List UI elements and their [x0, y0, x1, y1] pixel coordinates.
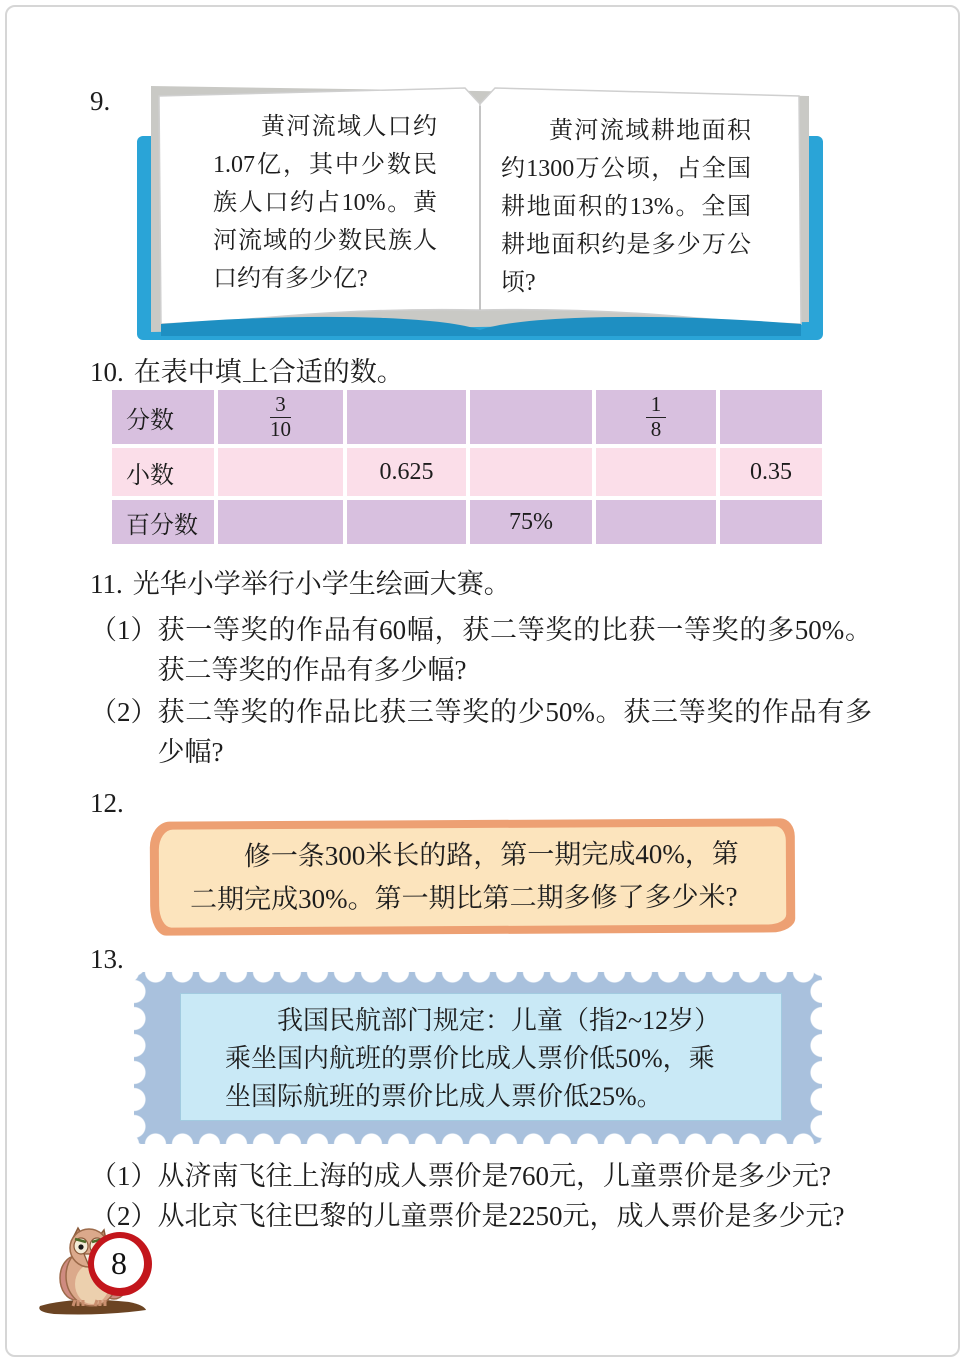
question-text: 从济南飞往上海的成人票价是760元，儿童票价是多少元? — [157, 1161, 831, 1191]
table-cell-empty — [218, 448, 343, 496]
problem11-question1 — [90, 610, 872, 690]
table-cell-empty — [218, 500, 343, 544]
table-cell-empty — [347, 390, 466, 444]
problem10-number: 10. — [90, 357, 124, 387]
problem13-question1 — [90, 1156, 890, 1196]
book-right-page-text: 黄河流域耕地面积约1300万公顷，占全国耕地面积的13%。全国耕地面积约是多少万公顷? — [501, 118, 751, 296]
problem10-heading — [90, 350, 404, 389]
open-book-illustration — [135, 84, 825, 346]
problem13-question2 — [90, 1196, 890, 1236]
table-row-header-percent: 百分数 — [112, 500, 214, 544]
question-marker: （1） — [90, 615, 158, 645]
table-cell-percent-1: 75% — [470, 500, 592, 544]
problem11-number: 11. — [90, 569, 123, 599]
question-text: 获一等奖的作品有60幅，获二等奖的比获一等奖的多50%。获二等奖的作品有多少幅? — [157, 615, 872, 685]
problem13-banner-text: 我国民航部门规定：儿童（指2~12岁）乘坐国内航班的票价比成人票价低50%，乘坐国际航班的票价比成人票价低25%。 — [225, 1006, 721, 1111]
problem9-number: 9. — [90, 86, 111, 116]
question-marker: （1） — [90, 1161, 158, 1191]
table-cell-empty — [596, 500, 716, 544]
question-text: 获二等奖的作品比获三等奖的少50%。获三等奖的作品有多少幅? — [157, 697, 872, 767]
table-cell-empty — [347, 500, 466, 544]
table-cell-fraction-2 — [596, 390, 716, 444]
page-number-badge — [88, 1232, 152, 1296]
question-marker: （2） — [90, 1201, 158, 1231]
problem13-banner-fill — [180, 993, 782, 1121]
problem12-banner — [150, 818, 796, 935]
problem12-banner-text: 修一条300米长的路，第一期完成40%，第二期完成30%。第一期比第二期多修了多少米? — [190, 838, 739, 915]
table-cell-empty — [470, 390, 592, 444]
table-cell-empty — [720, 390, 822, 444]
fraction-3-10: $\frac{3}{10}$ — [270, 391, 291, 441]
problem13-stamp-banner — [134, 972, 822, 1144]
fraction-1-8: $\frac{1}{8}$ — [646, 393, 667, 441]
table-cell-empty — [470, 448, 592, 496]
table-cell-decimal-2: 0.35 — [720, 448, 822, 496]
table-row-header-decimal: 小数 — [112, 448, 214, 496]
table-cell-fraction-1 — [218, 390, 343, 444]
problem12-number: 12. — [90, 788, 124, 818]
conversion-table — [112, 390, 822, 544]
book-left-page-text: 黄河流域人口约1.07亿，其中少数民族人口约占10%。黄河流域的少数民族人口约有多少亿? — [213, 114, 437, 292]
problem13-number: 13. — [90, 944, 124, 974]
table-cell-empty — [720, 500, 822, 544]
problem11-question2 — [90, 692, 872, 772]
table-cell-empty — [596, 448, 716, 496]
table-cell-decimal-1: 0.625 — [347, 448, 466, 496]
page-number: 8 — [111, 1244, 127, 1281]
problem10-title: 在表中填上合适的数。 — [133, 357, 404, 387]
problem11-heading — [90, 562, 511, 601]
question-marker: （2） — [90, 697, 158, 727]
table-row-header-fraction: 分数 — [112, 390, 214, 444]
question-text: 从北京飞往巴黎的儿童票价是2250元，成人票价是多少元? — [157, 1201, 845, 1231]
problem11-title: 光华小学举行小学生绘画大赛。 — [132, 569, 511, 599]
